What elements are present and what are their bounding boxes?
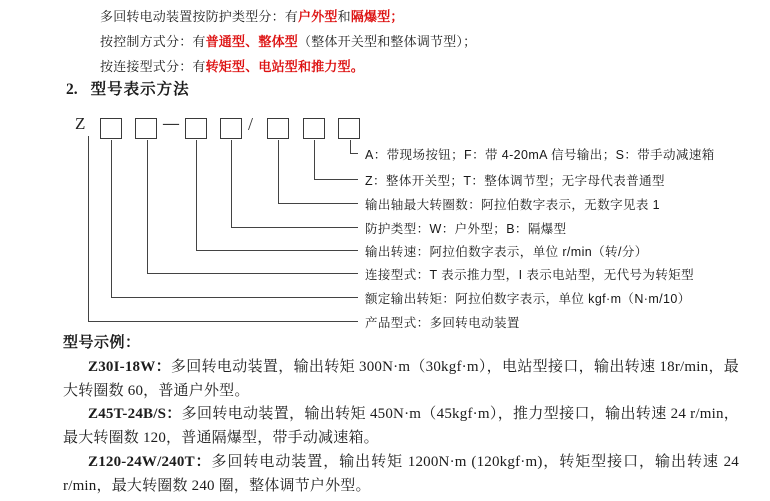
diagram-label: 输出转速：阿拉伯数字表示，单位 r/min（转/分） [365,245,648,259]
connector-vertical-line [314,140,315,179]
diagram-label: 产品型式：多回转电动装置 [365,316,520,330]
connector-horizontal-line [278,203,358,204]
connector-vertical-line [350,140,351,153]
connector-horizontal-line [231,227,358,228]
diagram-label: 额定输出转矩：阿拉伯数字表示，单位 kgf·m（N·m/10） [365,292,691,306]
diagram-label: 防护类型：W：户外型；B：隔爆型 [365,222,567,236]
intro-paragraphs [100,4,476,79]
intro-line [100,4,476,29]
diagram-label: Z：整体开关型；T：整体调节型；无字母代表普通型 [365,174,665,188]
model-code: Z30I-18W： [88,359,171,375]
example-description: 多回转电动装置，输出转矩 450N·m（45kgf·m），推力型接口，输出转速 24 r/min，最大转圈数 120，普通隔爆型，带手动减速箱。 [63,406,740,447]
connector-horizontal-line [88,321,358,322]
section-title: 型号表示方法 [90,81,190,98]
diagram-label: A：带现场按钮；F：带 4-20mA 信号输出；S：带手动减速箱 [365,148,715,162]
connector-vertical-line [231,140,232,227]
intro-line [100,29,476,54]
body-text: 和 [337,9,351,24]
examples-heading: 型号示例： [63,335,141,351]
body-text: （整体开关型和整体调节型）； [298,34,477,49]
diagram-box-1 [100,118,122,139]
diagram-label: 连接型式：T 表示推力型，I 表示电站型，无代号为转矩型 [365,268,695,282]
connector-vertical-line [111,140,112,297]
example-paragraph [63,403,739,450]
example-paragraph [63,451,739,498]
example-paragraph [63,356,739,403]
connector-horizontal-line [314,179,358,180]
diagram-box-5 [267,118,289,139]
connector-horizontal-line [350,153,358,154]
connector-horizontal-line [111,297,358,298]
diagram-box-7 [338,118,360,139]
body-text: 按控制方式分：有 [100,34,206,49]
connector-vertical-line [196,140,197,250]
body-text: 多回转电动装置按防护类型分：有 [100,9,299,24]
connector-horizontal-line [196,250,358,251]
model-code: Z120-24W/240T： [88,453,212,470]
connector-vertical-line [88,136,89,321]
section-heading [66,77,190,99]
highlighted-text: 转矩型、电站型和推力型。 [205,59,365,74]
example-description: 多回转电动装置，输出转矩 300N·m（30kgf·m），电站型接口，输出转速 18r/min，最大转圈数 60，普通户外型。 [63,359,739,399]
slash-separator: / [248,114,254,134]
highlighted-text: 户外型 [298,9,338,24]
highlighted-text: 隔爆型； [350,9,404,24]
connector-vertical-line [278,140,279,203]
diagram-box-6 [303,118,325,139]
highlighted-text: 普通型、整体型 [205,34,299,49]
examples-section [63,330,739,498]
section-number: 2. [66,81,78,98]
connector-horizontal-line [147,273,358,274]
body-text: 按连接型式分：有 [100,59,206,74]
diagram-box-2 [135,118,157,139]
diagram-label: 输出轴最大转圈数：阿拉伯数字表示，无数字见表 1 [365,198,661,212]
dash-separator: — [163,115,179,132]
intro-line [100,54,476,79]
example-description: 多回转电动装置，输出转矩 1200N·m (120kgf·m)，转矩型接口，输出转速 24 r/min，最大转圈数 240 圈，整体调节户外型。 [63,453,739,494]
diagram-box-4 [220,118,242,139]
model-code: Z45T-24B/S： [88,406,182,423]
connector-vertical-line [147,140,148,273]
diagram-box-3 [185,118,207,139]
model-prefix: Z [75,114,86,133]
model-code-diagram [0,110,770,332]
